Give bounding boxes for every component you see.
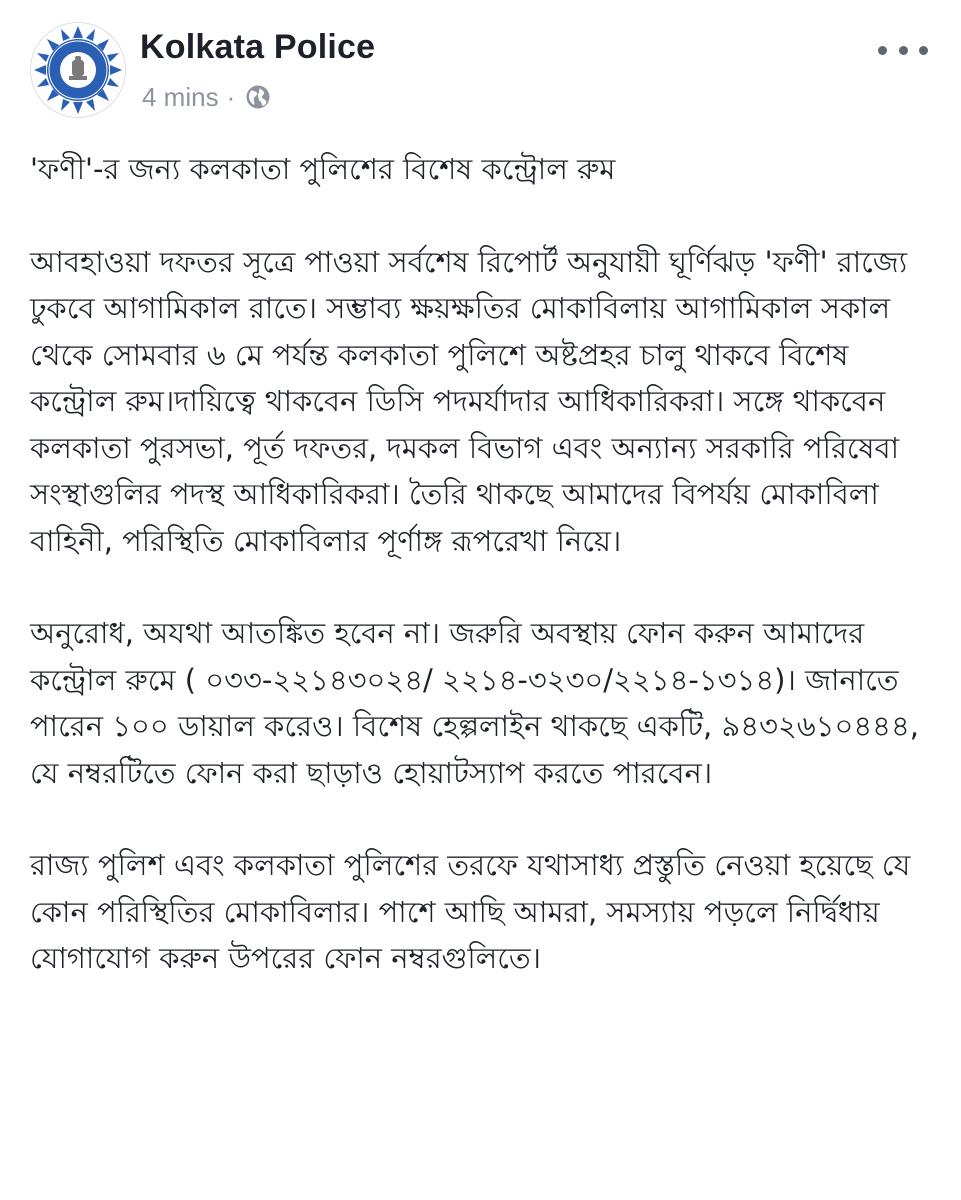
more-options-button[interactable]	[878, 40, 928, 60]
globe-icon[interactable]	[245, 84, 271, 110]
more-dot	[899, 46, 908, 55]
post-timestamp[interactable]: 4 mins	[142, 81, 219, 112]
kolkata-police-emblem-icon	[31, 23, 125, 117]
post-paragraph: আবহাওয়া দফতর সূত্রে পাওয়া সর্বশেষ রিপোর্ট অনুযায়ী ঘূর্ণিঝড় 'ফণী' রাজ্যে ঢুকবে আগামিকাল রাতে। সম্ভাব্য ক্ষয়ক্ষতির মোকাবিলায় আগামিকাল সকাল থেকে সোমবার ৬ মে পর্যন্ত কলকাতা পুলিশে অষ্টপ্রহর চালু থাকবে বিশেষ কন্ট্রোল রুম।দায়িত্বে থাকবেন ডিসি পদমর্যাদার আধিকারিকরা। সঙ্গে থাকবেন কলকাতা পুরসভা, পূর্ত দফতর, দমকল বিভাগ এবং অন্যান্য সরকারি পরিষেবা সংস্থাগুলির পদস্থ আধিকারিকরা। তৈরি থাকছে আমাদের বিপর্যয় মোকাবিলা বাহিনী, পরিস্থিতি মোকাবিলার পূর্ণাঙ্গ রূপরেখা নিয়ে।	[30, 244, 917, 558]
post-body	[30, 146, 935, 1028]
post-paragraph-title: 'ফণী'-র জন্য কলকাতা পুলিশের বিশেষ কন্ট্রোল রুম	[30, 152, 616, 186]
page-name-link[interactable]: Kolkata Police	[140, 28, 376, 66]
more-dot	[919, 46, 928, 55]
post-paragraph: রাজ্য পুলিশ এবং কলকাতা পুলিশের তরফে যথাসাধ্য প্রস্তুতি নেওয়া হয়েছে যে কোন পরিস্থিতির মোকাবিলার। পাশে আছি আমরা, সমস্যায় পড়লে নির্দ্বিধায় যোগাযোগ করুন উপরের ফোন নম্বরগুলিতে।	[30, 848, 920, 975]
more-dot	[878, 46, 887, 55]
post-header	[30, 22, 930, 122]
post-meta	[142, 80, 271, 114]
meta-separator: ·	[226, 81, 236, 112]
page-avatar[interactable]	[30, 22, 126, 118]
post-paragraph: অনুরোধ, অযথা আতঙ্কিত হবেন না। জরুরি অবস্থায় ফোন করুন আমাদের কন্ট্রোল রুমে ( ০৩৩-২২১৪৩০২৪/ ২২১৪-৩২৩০/২২১৪-১৩১৪)। জানাতে পারেন ১০০ ডায়াল করেও। বিশেষ হেল্পলাইন থাকছে একটি, ৯৪৩২৬১০৪৪৪, যে নম্বরটিতে ফোন করা ছাড়াও হোয়াটস্যাপ করতে পারবেন।	[30, 616, 929, 790]
